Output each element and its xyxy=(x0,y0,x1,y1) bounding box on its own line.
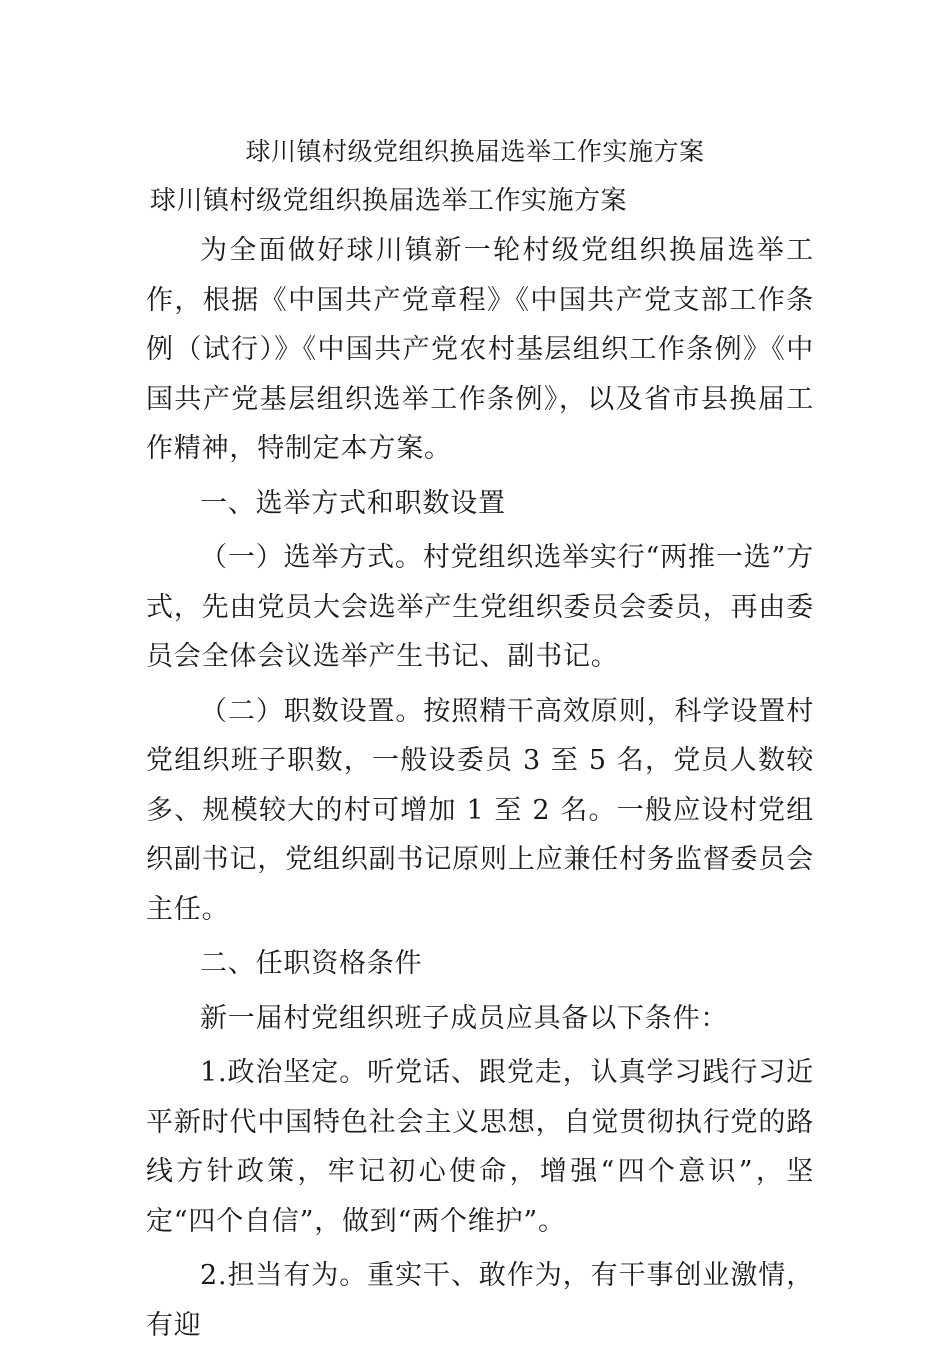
conditions-intro: 新一届村党组织班子成员应具备以下条件： xyxy=(200,1002,729,1034)
condition-item-1: 1.政治坚定。听党话、跟党走，认真学习践行习近平新时代中国特色社会主义思想，自觉贯彻执行党的路线方针政策，牢记初心使命，增强“四个意识”，坚定“四个自信”，做到“两个维护”。 xyxy=(146,1057,814,1237)
document-title-repeated: 球川镇村级党组织换届选举工作实施方案 xyxy=(150,186,628,216)
intro-paragraph: 为全面做好球川镇新一轮村级党组织换届选举工作，根据《中国共产党章程》《中国共产党支部工作条例（试行）》《中国共产党农村基层组织工作条例》《中国共产党基层组织选举工作条例》，以及省市县换届工作精神，特制定本方案。 xyxy=(146,235,814,464)
section-heading-2: 二、任职资格条件 xyxy=(200,948,423,979)
subsection-position-setting: （二）职数设置。按照精干高效原则，科学设置村党组织班子职数，一般设委员 3 至 5 名，党员人数较多、规模较大的村可增加 1 至 2 名。一般应设村党组织副书记，党组织副书记原则上应兼任村务监督委员会主任。 xyxy=(146,695,814,925)
condition-item-2: 2.担当有为。重实干、敢作为，有干事创业激情，有迎 xyxy=(146,1260,814,1341)
subsection-election-method: （一）选举方式。村党组织选举实行“两推一选”方式，先由党员大会选举产生党组织委员会委员，再由委员会全体会议选举产生书记、副书记。 xyxy=(146,542,814,672)
document-title-centered: 球川镇村级党组织换届选举工作实施方案 xyxy=(245,137,705,166)
document-body xyxy=(146,226,814,1350)
section-heading-1: 一、选举方式和职数设置 xyxy=(200,487,506,519)
